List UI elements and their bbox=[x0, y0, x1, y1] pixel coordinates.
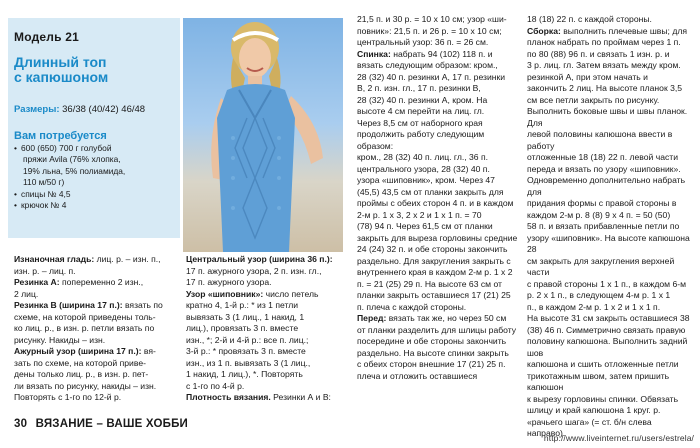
gauge-continued-1: 21,5 п. и 30 р. = 10 х 10 см; узор «ши- bbox=[357, 14, 507, 24]
back-line-5: 28 (32) 40 п. резинки А, кром. На bbox=[357, 94, 488, 105]
model-photo bbox=[183, 18, 343, 252]
assembly-line-15: 58 п. и вязать прибавленные петли по bbox=[527, 221, 680, 231]
assembly-line-16: узору «шиповник». На высоте капюшона 28 bbox=[527, 232, 690, 254]
back-line-11: узора «шиповник», кром. Через 47 bbox=[357, 175, 495, 185]
back-line-7: Через 8,5 см от наборного края bbox=[357, 117, 483, 128]
assembly-line-26: к вырезу горловины спинки. Обвязать bbox=[527, 393, 679, 404]
text-column-2 bbox=[186, 254, 346, 404]
assembly-line-4: 3 р. лиц. гл. Затем вязать между кром. bbox=[527, 60, 681, 70]
assembly-line-12: Одновременно дополнительно набрать для bbox=[527, 175, 686, 197]
back-line-22: п. плеча с каждой стороны. bbox=[357, 301, 467, 312]
assembly-line-5: резинкой А, при этом начать и bbox=[527, 71, 648, 82]
lace-pattern-line-2: зать по схеме, на которой приве- bbox=[14, 357, 146, 368]
back-line-12: (45,5) 43,5 см от планки закрыть для bbox=[357, 186, 504, 197]
lace-pattern-line-4: ли вязать по рисунку, накиды – изн. bbox=[14, 380, 157, 391]
back-line-17: 24 (24) 32 п. и обе стороны закончить bbox=[357, 244, 508, 254]
article-title bbox=[14, 55, 174, 85]
text-column-4 bbox=[527, 14, 695, 440]
material-hook: • крючок № 4 bbox=[14, 200, 176, 211]
front-line-1: Перед: вязать так же, но через 50 см bbox=[357, 313, 507, 323]
assembly-line-17: см закрыть для закругления верхней части bbox=[527, 255, 675, 277]
rib-b-line-3: ко лиц. р., в изн. р. петли вязать по bbox=[14, 323, 155, 333]
back-line-2: вязать следующим образом: кром., bbox=[357, 60, 498, 70]
front-line-7: 18 (18) 22 п. с каждой стороны. bbox=[527, 14, 652, 24]
back-line-13: проймы с обеих сторон 4 п. и в каждом bbox=[357, 198, 514, 208]
title-line-2: с капюшоном bbox=[14, 69, 109, 85]
assembly-line-22: (38) 46 п. Симметрично связать правую bbox=[527, 324, 686, 335]
sizes-value: 36/38 (40/42) 46/48 bbox=[62, 104, 146, 115]
rosehip-pattern-line-1: Узор «шиповник»: число петель bbox=[186, 288, 319, 299]
front-line-3: посередине и обе стороны закончить bbox=[357, 336, 507, 346]
central-pattern-heading: Центральный узор (ширина 36 п.): bbox=[186, 254, 333, 264]
back-line-19: внутреннего края в каждом 2-м р. 1 х 2 bbox=[357, 267, 513, 277]
assembly-line-18: с правой стороны 1 х 1 п., в каждом 6-м bbox=[527, 278, 687, 289]
assembly-line-2: планок набрать по проймам через 1 п. bbox=[527, 37, 681, 47]
rosehip-pattern-line-8: 1 накид, 1 лиц.), *. Повторять bbox=[186, 369, 303, 379]
rib-a-line-2: 2 лиц. bbox=[14, 288, 39, 299]
material-needles: • спицы № 4,5 bbox=[14, 189, 176, 200]
rosehip-pattern-line-9: с 1-го по 4-й р. bbox=[186, 380, 245, 391]
rosehip-pattern-line-2: кратно 4, 1-й р.: * из 1 петли bbox=[186, 300, 299, 310]
model-photo-illustration bbox=[183, 18, 343, 252]
materials-list bbox=[14, 143, 176, 211]
front-line-6: плеча и отложить оставшиеся bbox=[357, 370, 478, 381]
assembly-line-27: шлицу и край капюшона 1 круг. р. bbox=[527, 405, 661, 415]
sizes bbox=[14, 104, 145, 115]
back-line-10: центрального узора, 28 (32) 40 п. bbox=[357, 163, 490, 174]
material-yarn-detail-3: 110 м/50 г) bbox=[23, 177, 65, 188]
gauge-line: Плотность вязания. Резинки А и В: bbox=[186, 392, 331, 402]
rib-a-line-1: Резинка А: попеременно 2 изн., bbox=[14, 277, 144, 287]
central-pattern-line-1: 17 п. ажурного узора, 2 п. изн. гл., bbox=[186, 265, 322, 276]
rib-b-line-1: Резинка В (ширина 17 п.): вязать по bbox=[14, 300, 163, 310]
central-pattern-line-2: 17 п. ажурного узора. bbox=[186, 277, 272, 287]
back-line-21: планки закрыть оставшиеся 17 (21) 25 bbox=[357, 290, 511, 300]
lace-pattern-line-5: Повторять с 1-го по 12-й р. bbox=[14, 392, 122, 402]
front-line-5: с обеих сторон внешние 17 (21) 25 п. bbox=[357, 359, 506, 369]
rosehip-pattern-line-6: 3-й р.: * провязать 3 п. вместе bbox=[186, 346, 306, 356]
back-line-3: 28 (32) 40 п. резинки А, 17 п. резинки bbox=[357, 71, 506, 82]
assembly-line-29: направо). bbox=[527, 428, 566, 438]
gauge-continued-3: центральный узор: 36 п. = 26 см. bbox=[357, 37, 489, 47]
assembly-line-28: «рачьего шага» (= ст. б/н слева bbox=[527, 416, 652, 427]
back-line-8: продолжить работу следующим образом: bbox=[357, 129, 485, 151]
stocking-stitch-line-1: Изнаночная гладь: лиц. р. – изн. п., bbox=[14, 254, 161, 264]
assembly-line-20: п., в каждом 2-м р. 1 х 2 и 1 х 1 п. bbox=[527, 301, 661, 312]
assembly-line-11: переда и вязать по узору «шиповник». bbox=[527, 163, 681, 174]
material-yarn-detail-2: 19% льна, 5% полиамида, bbox=[23, 165, 126, 176]
assembly-line-1: Сборка: выполнить плечевые швы; для bbox=[527, 25, 688, 36]
materials-heading: Вам потребуется bbox=[14, 130, 107, 142]
assembly-line-8: Выполнить боковые швы и швы планок. Для bbox=[527, 106, 688, 128]
assembly-line-7: см все петли закрыть по рисунку. bbox=[527, 94, 660, 105]
back-line-6: высоте 4 см перейти на лиц. гл. bbox=[357, 106, 485, 116]
assembly-line-24: капюшона и сшить отложенные петли bbox=[527, 359, 679, 369]
gauge-continued-2: повник»: 21,5 п. и 26 р. = 10 х 10 см; bbox=[357, 25, 502, 36]
rib-b-line-2: схеме, на которой приведены толь- bbox=[14, 311, 156, 322]
front-line-4: раздельно. На высоте спинки закрыть bbox=[357, 347, 509, 358]
assembly-line-9: левой половины капюшона ввести в работу bbox=[527, 129, 673, 151]
rosehip-pattern-line-7: изн., из 1 п. вывязать 3 (1 лиц., bbox=[186, 357, 311, 368]
material-yarn-detail-1: пряжи Avila (76% хлопка, bbox=[23, 154, 121, 165]
back-line-9: кром., 28 (32) 40 п. лиц. гл., 36 п. bbox=[357, 152, 489, 162]
assembly-line-25: трикотажным швом, затем пришить капюшон bbox=[527, 370, 670, 392]
assembly-line-14: каждом 2-м р. 8 (8) 9 х 4 п. = 50 (50) bbox=[527, 209, 671, 220]
assembly-line-23: половину капюшона. Выполнить задний шов bbox=[527, 336, 688, 358]
material-yarn: • 600 (650) 700 г голубой bbox=[14, 143, 176, 154]
lace-pattern-line-1: Ажурный узор (ширина 17 п.): вя- bbox=[14, 346, 156, 356]
rosehip-pattern-line-4: лиц.), провязать 3 п. вместе bbox=[186, 323, 299, 333]
lace-pattern-line-3: дены только лиц. р., в изн. р. пет- bbox=[14, 369, 149, 379]
assembly-line-3: по 80 (88) 96 п. и связать 1 изн. р. и bbox=[527, 48, 670, 59]
page-footer bbox=[14, 418, 188, 430]
back-line-4: В, 2 п. изн. гл., 17 п. резинки В, bbox=[357, 83, 481, 93]
magazine-name: ВЯЗАНИЕ – ВАШЕ ХОББИ bbox=[35, 418, 189, 430]
back-line-15: (78) 94 п. Через 61,5 см от планки bbox=[357, 221, 493, 231]
front-line-2: от планки разделить для шлицы работу bbox=[357, 324, 517, 335]
back-line-14: 2-м р. 1 х 3, 2 х 2 и 1 х 1 п. = 70 bbox=[357, 209, 482, 220]
text-column-3 bbox=[357, 14, 522, 382]
stocking-stitch-line-2: изн. р. – лиц. п. bbox=[14, 265, 76, 276]
title-line-1: Длинный топ bbox=[14, 54, 107, 70]
model-label: Модель 21 bbox=[14, 30, 79, 44]
back-line-16: закрыть для выреза горловины средние bbox=[357, 232, 518, 243]
back-line-1: Спинка: набрать 94 (102) 118 п. и bbox=[357, 48, 493, 59]
page-number: 30 bbox=[14, 418, 28, 430]
text-column-1 bbox=[14, 254, 182, 404]
rosehip-pattern-line-3: вывязать 3 (1 лиц., 1 накид, 1 bbox=[186, 311, 305, 322]
assembly-line-21: На высоте 31 см закрыть оставшиеся 38 bbox=[527, 313, 690, 323]
back-line-20: п. = 21 (25) 29 п. На высоте 63 см от bbox=[357, 278, 502, 289]
assembly-line-19: р. 2 х 1 п., в следующем 4-м р. 1 х 1 bbox=[527, 290, 671, 300]
rib-b-line-4: рисунку. Накиды – изн. bbox=[14, 334, 106, 345]
assembly-line-10: отложенные 18 (18) 22 п. левой части bbox=[527, 152, 679, 162]
sizes-label: Размеры: bbox=[14, 104, 60, 115]
source-url[interactable]: http://www.liveinternet.ru/users/estrela/ bbox=[543, 433, 694, 443]
assembly-line-6: закончить 2 лиц. На высоте планок 3,5 bbox=[527, 83, 683, 93]
rosehip-pattern-line-5: изн., *; 2-й и 4-й р.: все п. лиц.; bbox=[186, 334, 309, 345]
back-line-18: раздельно. Для закругления закрыть с bbox=[357, 255, 511, 266]
assembly-line-13: придания формы с правой стороны в bbox=[527, 198, 677, 208]
